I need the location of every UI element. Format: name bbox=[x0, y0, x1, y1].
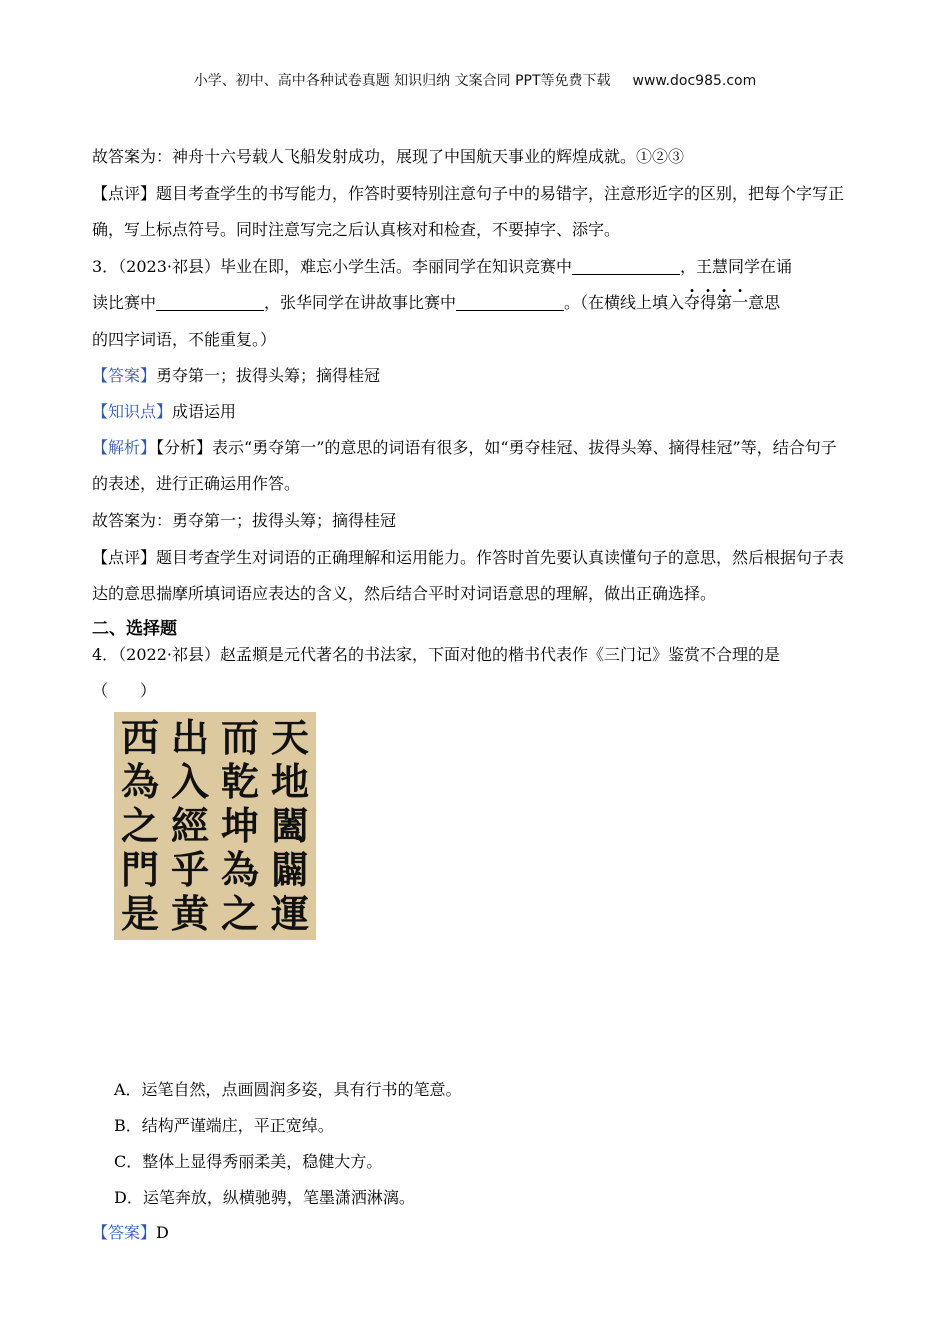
dotted-char: 得 bbox=[700, 293, 717, 312]
option-a[interactable]: A．运笔自然，点画圆润多姿，具有行书的笔意。 bbox=[114, 1080, 462, 1099]
q2-answer-line: 故答案为：神舟十六号载人飞船发射成功，展现了中国航天事业的辉煌成就。①②③ bbox=[92, 147, 685, 166]
option-c[interactable]: C．整体上显得秀丽柔美，稳健大方。 bbox=[114, 1152, 383, 1171]
calligraphy-char: 出 bbox=[170, 715, 209, 760]
knowledge-tag: 【知识点】 bbox=[92, 402, 173, 421]
knowledge-text: 成语运用 bbox=[172, 402, 237, 421]
q4-paren: （ ） bbox=[92, 681, 157, 700]
calligraphy-char: 地 bbox=[270, 759, 309, 804]
answer-tag: 【答案】 bbox=[92, 1223, 157, 1242]
calligraphy-char: 為 bbox=[120, 759, 159, 804]
answer-blank-2[interactable] bbox=[156, 292, 264, 311]
q3-answer-line: 故答案为：勇夺第一；拔得头筹；摘得桂冠 bbox=[92, 511, 397, 530]
q3-stem-part3: 读比赛中 bbox=[92, 293, 157, 312]
q3-stem-part7: 的四字词语，不能重复。） bbox=[92, 330, 277, 349]
q3-knowledge bbox=[92, 394, 236, 430]
header-site[interactable]: www.doc985.com bbox=[632, 73, 757, 89]
answer-blank-1[interactable] bbox=[572, 256, 680, 275]
q4-stem: 4．（2022·祁县）赵孟頫是元代著名的书法家，下面对他的楷书代表作《三门记》鉴赏不合理的是 bbox=[92, 645, 780, 664]
q3-stem-line1 bbox=[92, 249, 792, 285]
q3-stem-part1: 3．（2023·祁县）毕业在即，难忘小学生活。李丽同学在知识竞赛中 bbox=[92, 257, 572, 276]
answer-tag: 【答案】 bbox=[92, 366, 157, 385]
calligraphy-char: 而 bbox=[220, 715, 259, 760]
calligraphy-char: 門 bbox=[120, 847, 159, 892]
option-b[interactable]: B．结构严谨端庄，平正宽绰。 bbox=[114, 1116, 334, 1135]
analysis-tag: 【解析】 bbox=[92, 438, 157, 457]
q3-stem-line2 bbox=[92, 285, 780, 321]
calligraphy-char: 之 bbox=[120, 803, 159, 848]
q3-stem-part5: 。（在横线上填入 bbox=[564, 293, 685, 312]
calligraphy-column bbox=[267, 716, 313, 940]
calligraphy-char: 是 bbox=[120, 891, 159, 936]
q4-answer bbox=[92, 1215, 169, 1251]
answer-text: 勇夺第一；拔得头筹；摘得桂冠 bbox=[156, 366, 381, 385]
answer-text: D bbox=[156, 1223, 169, 1242]
section-title: 二、选择题 bbox=[92, 619, 177, 639]
calligraphy-char: 闢 bbox=[270, 847, 309, 892]
calligraphy-image bbox=[114, 712, 316, 940]
q3-stem-part2: ，王慧同学在诵 bbox=[680, 257, 793, 276]
calligraphy-char: 西 bbox=[120, 715, 159, 760]
page-header bbox=[0, 70, 950, 90]
calligraphy-char: 坤 bbox=[220, 803, 259, 848]
calligraphy-char: 運 bbox=[270, 891, 309, 936]
calligraphy-char: 之 bbox=[220, 891, 259, 936]
header-text: 小学、初中、高中各种试卷真题 知识归纳 文案合同 PPT等免费下载 bbox=[193, 73, 611, 89]
calligraphy-char: 闔 bbox=[270, 803, 309, 848]
calligraphy-char: 黄 bbox=[170, 891, 209, 936]
q3-stem-part6: 意思 bbox=[748, 293, 781, 312]
dotted-char: 一 bbox=[732, 293, 749, 312]
calligraphy-column bbox=[217, 716, 263, 940]
calligraphy-char: 天 bbox=[270, 715, 309, 760]
q3-analysis bbox=[92, 430, 852, 502]
option-d[interactable]: D．运笔奔放，纵横驰骋，笔墨潇洒淋漓。 bbox=[114, 1188, 415, 1207]
q3-comment: 【点评】题目考查学生对词语的正确理解和运用能力。作答时首先要认真读懂句子的意思，然后根据句子表达的意思揣摩所填词语应表达的含义，然后结合平时对词语意思的理解，做出正确选择。 bbox=[92, 548, 845, 603]
calligraphy-column bbox=[167, 716, 213, 940]
q3-stem-part4: ，张华同学在讲故事比赛中 bbox=[264, 293, 457, 312]
calligraphy-char: 為 bbox=[220, 847, 259, 892]
dotted-char: 第 bbox=[716, 293, 733, 312]
calligraphy-char: 經 bbox=[170, 803, 209, 848]
q3-answer bbox=[92, 358, 380, 394]
answer-blank-3[interactable] bbox=[456, 292, 564, 311]
calligraphy-char: 乾 bbox=[220, 759, 259, 804]
analysis-text: 【分析】表示“勇夺第一”的意思的词语有很多，如“勇夺桂冠、拔得头筹、摘得桂冠”等，结合句子的表述，进行正确运用作答。 bbox=[92, 438, 837, 493]
calligraphy-char: 入 bbox=[170, 759, 209, 804]
calligraphy-char: 乎 bbox=[170, 847, 209, 892]
q2-comment: 【点评】题目考查学生的书写能力，作答时要特别注意句子中的易错字，注意形近字的区别，把每个字写正确，写上标点符号。同时注意写完之后认真核对和检查，不要掉字、添字。 bbox=[92, 184, 845, 239]
calligraphy-column bbox=[117, 716, 163, 940]
dotted-char: 夺 bbox=[684, 293, 701, 312]
